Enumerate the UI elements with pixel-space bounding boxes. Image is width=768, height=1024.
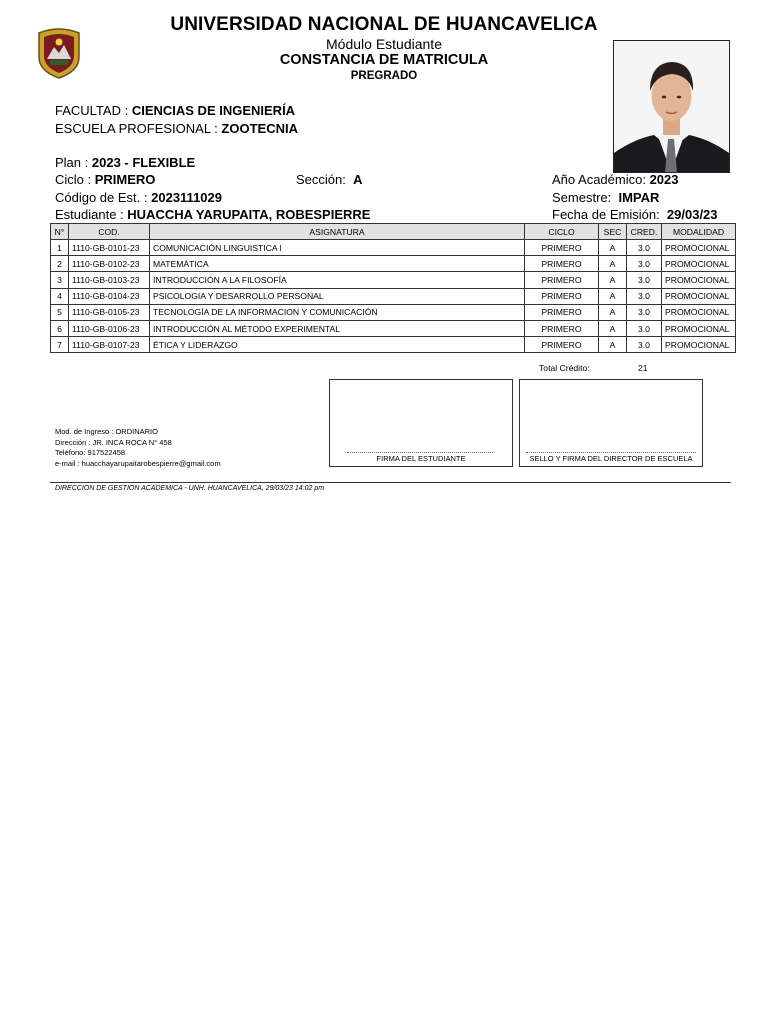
header-modalidad: MODALIDAD [662, 224, 736, 240]
university-logo [36, 27, 82, 79]
cell-n: 7 [51, 337, 69, 353]
cell-cred: 3.0 [627, 256, 662, 272]
school-line: ESCUELA PROFESIONAL : ZOOTECNIA [55, 121, 298, 136]
header-cod: COD. [69, 224, 150, 240]
table-row [51, 337, 736, 353]
faculty-line: FACULTAD : CIENCIAS DE INGENIERÍA [55, 103, 296, 118]
document-title: CONSTANCIA DE MATRICULA [279, 52, 489, 68]
cell-asignatura: MATEMÁTICA [150, 256, 525, 272]
cell-cod: 1110-GB-0103-23 [69, 272, 150, 288]
cell-sec: A [599, 288, 627, 304]
student-signature-box [329, 379, 513, 467]
cell-modalidad: PROMOCIONAL [662, 240, 736, 256]
seccion-line: Sección: A [296, 172, 363, 187]
cell-sec: A [599, 337, 627, 353]
cell-n: 3 [51, 272, 69, 288]
total-credit-label: Total Crédito: [539, 363, 590, 373]
cell-cred: 3.0 [627, 320, 662, 336]
cell-sec: A [599, 240, 627, 256]
cell-asignatura: PSICOLOGIA Y DESARROLLO PERSONAL [150, 288, 525, 304]
table-header-row [51, 224, 736, 240]
cell-modalidad: PROMOCIONAL [662, 337, 736, 353]
codigo-line: Código de Est. : 2023111029 [55, 190, 222, 205]
director-signature-label: SELLO Y FIRMA DEL DIRECTOR DE ESCUELA [529, 454, 693, 463]
cell-ciclo: PRIMERO [525, 240, 599, 256]
cell-n: 2 [51, 256, 69, 272]
semestre-line: Semestre: IMPAR [552, 190, 660, 205]
anio-line: Año Académico: 2023 [552, 172, 679, 187]
cell-cod: 1110-GB-0101-23 [69, 240, 150, 256]
director-signature-box [519, 379, 703, 467]
cell-ciclo: PRIMERO [525, 320, 599, 336]
student-signature-label: FIRMA DEL ESTUDIANTE [376, 454, 466, 463]
cell-modalidad: PROMOCIONAL [662, 304, 736, 320]
table-row [51, 288, 736, 304]
table-row [51, 272, 736, 288]
cell-ciclo: PRIMERO [525, 256, 599, 272]
student-contact-info [55, 427, 221, 469]
phone: Teléfono: 917522458 [55, 448, 126, 457]
table-row [51, 320, 736, 336]
footer-divider [50, 482, 731, 483]
cell-cod: 1110-GB-0105-23 [69, 304, 150, 320]
table-row [51, 240, 736, 256]
ciclo-line: Ciclo : PRIMERO [55, 172, 156, 187]
plan-line: Plan : 2023 - FLEXIBLE [55, 155, 196, 170]
cell-cod: 1110-GB-0102-23 [69, 256, 150, 272]
student-signature-line [347, 452, 493, 453]
cell-modalidad: PROMOCIONAL [662, 272, 736, 288]
cell-sec: A [599, 272, 627, 288]
email: e-mail : huacchayarupaitarobespierre@gmail.com [55, 458, 221, 468]
table-row [51, 256, 736, 272]
module-name: Módulo Estudiante [326, 36, 442, 52]
table-row [51, 304, 736, 320]
cell-sec: A [599, 320, 627, 336]
cell-n: 6 [51, 320, 69, 336]
cell-cred: 3.0 [627, 337, 662, 353]
cell-modalidad: PROMOCIONAL [662, 320, 736, 336]
cell-sec: A [599, 256, 627, 272]
cell-n: 4 [51, 288, 69, 304]
cell-cod: 1110-GB-0106-23 [69, 320, 150, 336]
cell-ciclo: PRIMERO [525, 304, 599, 320]
cell-cred: 3.0 [627, 288, 662, 304]
header-n: N° [51, 224, 69, 240]
cell-cred: 3.0 [627, 304, 662, 320]
cell-asignatura: INTRODUCCIÓN A LA FILOSOFÍA [150, 272, 525, 288]
cell-asignatura: ÉTICA Y LIDERAZGO [150, 337, 525, 353]
header-ciclo: CICLO [525, 224, 599, 240]
cell-cod: 1110-GB-0107-23 [69, 337, 150, 353]
student-line: Estudiante : HUACCHA YARUPAITA, ROBESPIERRE [55, 207, 371, 222]
fecha-line: Fecha de Emisión: 29/03/23 [552, 207, 718, 222]
courses-table [50, 223, 736, 353]
header-cred: CRED. [627, 224, 662, 240]
cell-ciclo: PRIMERO [525, 337, 599, 353]
cell-cred: 3.0 [627, 240, 662, 256]
student-photo [613, 40, 730, 173]
total-credit-value: 21 [638, 363, 648, 373]
cell-modalidad: PROMOCIONAL [662, 256, 736, 272]
cell-n: 1 [51, 240, 69, 256]
header-sec: SEC [599, 224, 627, 240]
cell-asignatura: TECNOLOGÍA DE LA INFORMACION Y COMUNICACIÓN [150, 304, 525, 320]
cell-ciclo: PRIMERO [525, 288, 599, 304]
university-name: UNIVERSIDAD NACIONAL DE HUANCAVELICA [170, 14, 598, 35]
level-label: PREGRADO [350, 70, 418, 82]
cell-n: 5 [51, 304, 69, 320]
director-signature-line [526, 452, 696, 453]
cell-modalidad: PROMOCIONAL [662, 288, 736, 304]
cell-cod: 1110-GB-0104-23 [69, 288, 150, 304]
cell-asignatura: COMUNICACIÓN LINGUISTICA I [150, 240, 525, 256]
cell-asignatura: INTRODUCCIÓN AL MÉTODO EXPERIMENTAL [150, 320, 525, 336]
cell-ciclo: PRIMERO [525, 272, 599, 288]
footer-note: DIRECCION DE GESTION ACADEMICA - UNH. HUANCAVELICA, 29/03/23 14:02 pm [55, 485, 325, 492]
ingreso-mode: Mod. de Ingreso : ORDINARIO [55, 427, 158, 436]
cell-cred: 3.0 [627, 272, 662, 288]
address: Dirección : JR. INCA ROCA N° 458 [55, 437, 172, 447]
cell-sec: A [599, 304, 627, 320]
header-asignatura: ASIGNATURA [150, 224, 525, 240]
